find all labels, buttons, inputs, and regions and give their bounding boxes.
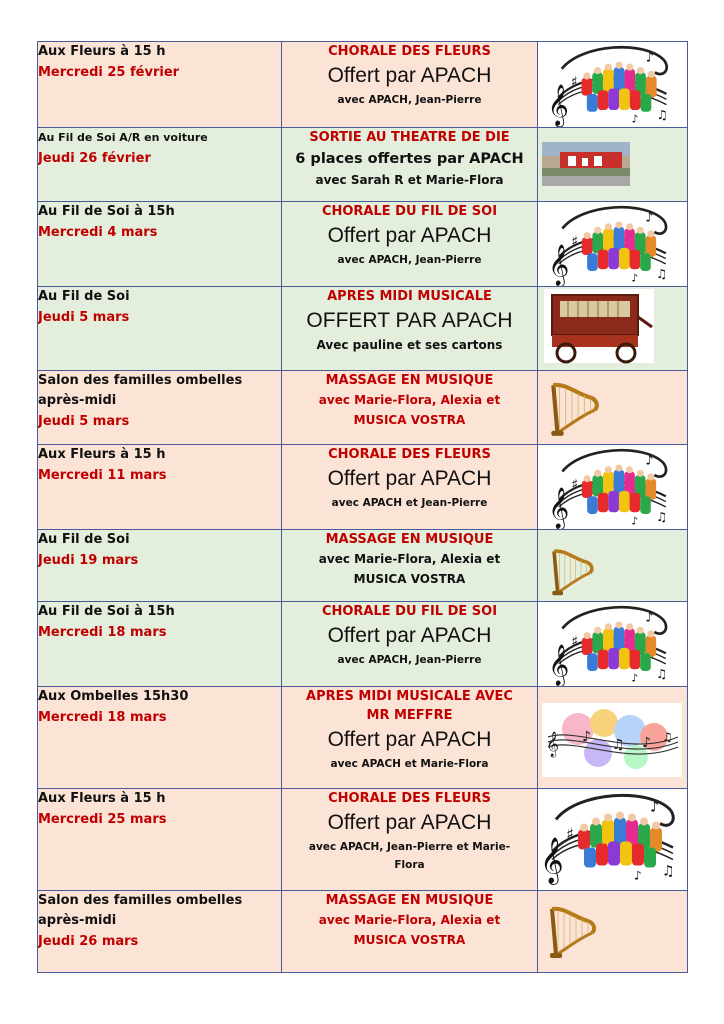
events-table [37, 41, 688, 973]
event-place-line2: après-midi [38, 913, 117, 928]
theatre-building-photo [538, 128, 684, 200]
event-date: Jeudi 5 mars [38, 310, 130, 325]
event-date: Jeudi 26 février [38, 151, 151, 166]
table-row [38, 42, 688, 128]
event-place-cell [38, 687, 282, 789]
svg-text:♪: ♪ [582, 729, 591, 745]
event-date: Mercredi 4 mars [38, 225, 158, 240]
event-image-cell [538, 42, 688, 128]
event-info-cell [282, 445, 538, 530]
event-with-line2: MUSICA VOSTRA [353, 413, 466, 427]
event-date: Jeudi 5 mars [38, 414, 130, 429]
event-place-cell [38, 287, 282, 371]
event-with: avec APACH et Marie-Flora [330, 758, 489, 770]
event-place: Au Fil de Soi A/R en voiture [38, 131, 208, 144]
event-title: CHORALE DES FLEURS [328, 791, 491, 806]
event-date: Jeudi 19 mars [38, 553, 139, 568]
event-place: Salon des familles ombelles [38, 893, 243, 908]
event-with: avec Marie-Flora, Alexia et [318, 552, 501, 566]
event-place-cell [38, 42, 282, 128]
event-info-cell [282, 530, 538, 602]
event-info-cell [282, 202, 538, 287]
table-row [38, 445, 688, 530]
event-place: Aux Fleurs à 15 h [38, 447, 166, 462]
event-info-cell [282, 371, 538, 445]
music-notes-icon [538, 687, 684, 787]
event-info-cell [282, 602, 538, 687]
choir-music-icon [538, 42, 684, 127]
choir-music-icon [538, 445, 684, 529]
event-place-cell [38, 128, 282, 202]
event-offer: Offert par APACH [327, 224, 492, 247]
event-offer: Offert par APACH [327, 811, 492, 834]
table-row [38, 602, 688, 687]
event-title: CHORALE DU FIL DE SOI [321, 604, 498, 619]
event-with: avec APACH, Jean-Pierre [337, 254, 482, 266]
event-title: MASSAGE EN MUSIQUE [325, 893, 494, 908]
svg-text:𝄞: 𝄞 [546, 732, 560, 757]
event-place-cell [38, 530, 282, 602]
event-place-cell [38, 891, 282, 973]
choir-music-icon [538, 202, 684, 286]
event-date: Mercredi 25 mars [38, 812, 167, 827]
event-image-cell [538, 445, 688, 530]
event-offer: Offert par APACH [327, 467, 492, 490]
event-title: MASSAGE EN MUSIQUE [325, 373, 494, 388]
event-title: CHORALE DES FLEURS [328, 44, 491, 59]
event-info-cell [282, 687, 538, 789]
choir-music-icon [538, 602, 684, 686]
event-offer: OFFERT PAR APACH [306, 309, 513, 332]
event-image-cell [538, 602, 688, 687]
event-image-cell [538, 891, 688, 973]
harp-icon [544, 546, 600, 598]
event-image-cell [538, 789, 688, 891]
event-image-cell [538, 530, 688, 602]
event-title: APRES MIDI MUSICALE AVEC [306, 689, 513, 704]
event-with-line2: Flora [394, 859, 425, 871]
table-row [38, 287, 688, 371]
event-with: avec Sarah R et Marie-Flora [315, 173, 504, 187]
event-with: Avec pauline et ses cartons [316, 338, 503, 352]
event-info-cell [282, 42, 538, 128]
event-title-line2: MR MEFFRE [366, 708, 453, 723]
table-row [38, 202, 688, 287]
event-title: CHORALE DES FLEURS [328, 447, 491, 462]
event-with: avec APACH, Jean-Pierre et Marie- [308, 841, 511, 853]
harp-icon [544, 379, 604, 439]
event-offer: 6 places offertes par APACH [295, 151, 524, 167]
event-info-cell [282, 891, 538, 973]
table-row [38, 128, 688, 202]
event-offer: Offert par APACH [327, 728, 492, 751]
event-place-line2: après-midi [38, 393, 117, 408]
event-place: Au Fil de Soi à 15h [38, 204, 175, 219]
event-date: Mercredi 18 mars [38, 625, 167, 640]
event-info-cell [282, 128, 538, 202]
event-with: avec APACH et Jean-Pierre [331, 497, 488, 509]
event-offer: Offert par APACH [327, 624, 492, 647]
event-with: avec APACH, Jean-Pierre [337, 654, 482, 666]
event-date: Mercredi 25 février [38, 65, 180, 80]
event-title: APRES MIDI MUSICALE [327, 289, 492, 304]
event-place: Aux Ombelles 15h30 [38, 689, 189, 704]
table-row [38, 789, 688, 891]
event-place: Aux Fleurs à 15 h [38, 791, 166, 806]
event-with: avec Marie-Flora, Alexia et [318, 393, 501, 407]
event-place: Salon des familles ombelles [38, 373, 243, 388]
event-with: avec Marie-Flora, Alexia et [318, 913, 501, 927]
event-place-cell [38, 789, 282, 891]
event-image-cell [538, 128, 688, 202]
event-offer: Offert par APACH [327, 64, 492, 87]
event-date: Jeudi 26 mars [38, 934, 139, 949]
event-with-line2: MUSICA VOSTRA [353, 572, 466, 586]
harp-icon [544, 897, 600, 967]
svg-text:♪: ♪ [642, 735, 651, 751]
event-title: MASSAGE EN MUSIQUE [325, 532, 494, 547]
event-info-cell [282, 287, 538, 371]
choir-music-icon [538, 789, 684, 885]
event-with-line2: MUSICA VOSTRA [353, 933, 466, 947]
event-place: Aux Fleurs à 15 h [38, 44, 166, 59]
event-image-cell [538, 687, 688, 789]
event-image-cell [538, 371, 688, 445]
event-title: CHORALE DU FIL DE SOI [321, 204, 498, 219]
table-row [38, 891, 688, 973]
svg-text:♫: ♫ [612, 737, 625, 753]
event-place-cell [38, 445, 282, 530]
svg-text:♫: ♫ [662, 730, 673, 744]
event-place-cell [38, 202, 282, 287]
event-image-cell [538, 287, 688, 371]
event-title: SORTIE AU THEATRE DE DIE [309, 130, 510, 145]
event-place: Au Fil de Soi à 15h [38, 604, 175, 619]
event-date: Mercredi 11 mars [38, 468, 167, 483]
table-row [38, 687, 688, 789]
table-row [38, 371, 688, 445]
event-place: Au Fil de Soi [38, 289, 130, 304]
event-place-cell [38, 602, 282, 687]
event-image-cell [538, 202, 688, 287]
event-date: Mercredi 18 mars [38, 710, 167, 725]
event-place-cell [38, 371, 282, 445]
event-with: avec APACH, Jean-Pierre [337, 94, 482, 106]
event-place: Au Fil de Soi [38, 532, 130, 547]
barrel-organ-photo [538, 287, 684, 369]
table-row [38, 530, 688, 602]
event-info-cell [282, 789, 538, 891]
